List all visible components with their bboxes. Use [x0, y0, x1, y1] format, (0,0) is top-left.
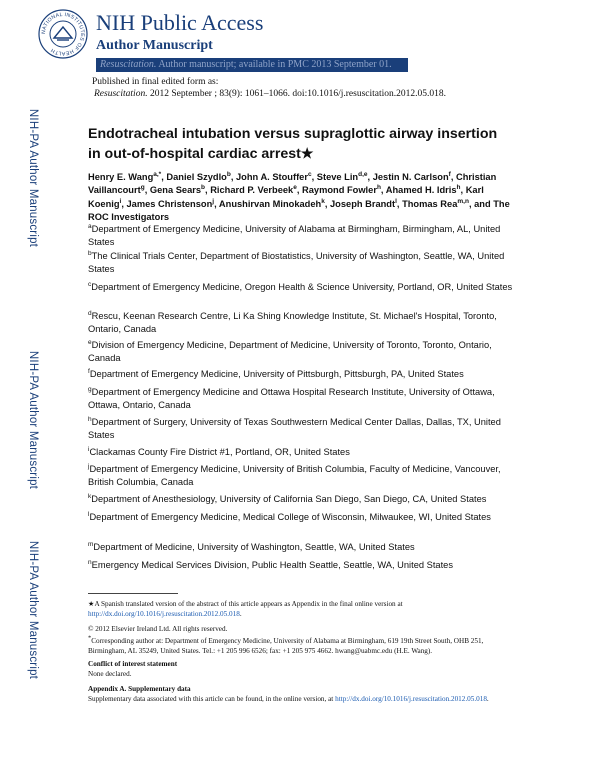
- author-name: Henry E. Wang: [88, 172, 154, 182]
- affiliation-mark: d: [88, 309, 92, 317]
- affiliation-text: Rescu, Keenan Research Centre, Li Ka Shing Knowledge Institute, St. Michael's Hospital, Toronto, Ontario, Canada: [88, 311, 497, 335]
- affiliation: [88, 416, 516, 443]
- author-affiliation-mark: i: [119, 197, 122, 205]
- sidebar-label-bottom: NIH-PA Author Manuscript: [27, 540, 39, 680]
- author-name: Ahamed H. Idris: [385, 185, 457, 196]
- title-star-icon: ★: [300, 146, 314, 162]
- affiliation: [88, 223, 516, 250]
- affiliation: [88, 559, 516, 572]
- appendix-doi-link[interactable]: http://dx.doi.org/10.1016/j.resuscitation.2012.05.018: [335, 695, 487, 703]
- affiliation-text: The Clinical Trials Center, Department of Biostatistics, University of Washington, Seattle, WA, United States: [88, 251, 505, 275]
- affiliation-mark: a: [88, 222, 92, 230]
- author-affiliation-mark: g: [140, 184, 145, 192]
- author-list: Henry E. Wang$^{a,*}$, Daniel Szydlo$^b$, John A. Stouffer$^c$, Steve Lin$^{d,e}$, Jestin N. Carlson$^f$, Christian Vaillancourt$^g$, Gena Sears$^b$, Richard P. Verbeek$^e$, Raymond Fowler$^h$, Ahamed H. Idris$^h$, Karl Koenig$^i$, James Christenson$^j$, Anushirvan Minokadeh$^k$, Joseph Brandt$^l$, Thomas Rea$^{m,n}$, and The ROC Investigators: [88, 170, 510, 222]
- affiliation-text: Department of Medicine, University of Washington, Seattle, WA, United States: [93, 542, 415, 552]
- author-name: Daniel Szydlo: [166, 172, 227, 182]
- author-name: Thomas Rea: [402, 198, 458, 209]
- availability-line: Resuscitation. Author manuscript; available in PMC 2013 September 01.: [100, 59, 392, 70]
- nih-public-access-title: NIH Public Access: [96, 10, 264, 35]
- affiliation: [88, 250, 516, 277]
- publication-info: Published in final edited form as: Resuscitation. 2012 September ; 83(9): 1061–1066. doi:10.1016/j.resuscitation.2012.05.018.: [92, 77, 447, 99]
- affiliation-mark: m: [88, 540, 94, 548]
- author-affiliation-mark: h: [456, 184, 461, 192]
- affiliation-text: Department of Surgery, University of Texas Southwestern Medical Center Dallas, Dallas, TX, United States: [88, 417, 501, 441]
- author-name: Anushirvan Minokadeh: [218, 198, 322, 209]
- author-affiliation-mark: l: [395, 197, 397, 205]
- affiliation-text: Department of Anesthesiology, University of California San Diego, San Diego, CA, United States: [91, 494, 487, 504]
- affiliation: [88, 368, 516, 381]
- author-affiliation-mark: c: [307, 170, 312, 178]
- affiliation-text: Department of Emergency Medicine, Oregon Health & Science University, Portland, OR, United States: [91, 282, 513, 292]
- affiliation-text: Department of Emergency Medicine, Medical College of Wisconsin, Milwaukee, WI, United States: [89, 512, 491, 522]
- corresponding-author-footnote: *Corresponding author at: Department of Emergency Medicine, University of Alabama at Birmingham, 619 19th Street South, OHB 251, Birmingham, AL 35249, United States. Tel.: +1 205 996 6526; fax: +1 205 975 4662. hwang@uabmc.edu (H.E. Wang).: [88, 634, 484, 655]
- affiliation-text: Department of Emergency Medicine, University of British Columbia, Faculty of Medicine, Vancouver, British Columbia, Canada: [88, 464, 501, 488]
- author-manuscript-label: Author Manuscript: [96, 38, 213, 53]
- affiliation: [88, 541, 516, 554]
- author-name: Gena Sears: [149, 185, 202, 196]
- conflict-text: None declared.: [88, 670, 132, 678]
- author-affiliation-mark: h: [376, 184, 381, 192]
- article-title: Endotracheal intubation versus supraglottic airway insertion in out-of-hospital cardiac arrest★: [88, 126, 498, 162]
- affiliation-mark: n: [88, 558, 92, 566]
- affiliation-text: Clackamas County Fire District #1, Portland, OR, United States: [89, 447, 350, 457]
- affiliation-text: Department of Emergency Medicine, University of Pittsburgh, Pittsburgh, PA, United States: [89, 369, 464, 379]
- footnote-divider: [88, 593, 178, 594]
- author-affiliation-mark: a,*: [153, 170, 162, 178]
- author-name: Jestin N. Carlson: [372, 172, 449, 182]
- sidebar-label-middle: NIH-PA Author Manuscript: [27, 350, 39, 490]
- author-affiliation-mark: k: [321, 197, 325, 205]
- affiliation: [88, 339, 516, 366]
- affiliation: [88, 463, 516, 490]
- doi-link[interactable]: http://dx.doi.org/10.1016/j.resuscitation.2012.05.018: [88, 609, 240, 618]
- affiliation-mark: l: [88, 510, 90, 518]
- affiliation-text: Department of Emergency Medicine and Ottawa Hospital Research Institute, University of Ottawa, Ottawa, Ontario, Canada: [88, 387, 495, 411]
- affiliation-mark: i: [88, 445, 90, 453]
- affiliation-text: Emergency Medical Services Division, Public Health Seattle, Seattle, WA, United States: [91, 560, 453, 570]
- affiliation-mark: k: [88, 492, 92, 500]
- author-affiliation-mark: d,e: [358, 170, 368, 178]
- appendix-heading: Appendix A. Supplementary data: [88, 685, 191, 693]
- copyright-line: © 2012 Elsevier Ireland Ltd. All rights reserved.: [88, 625, 228, 633]
- affiliation: [88, 310, 516, 337]
- author-name: Richard P. Verbeek: [210, 185, 294, 196]
- affiliation: [88, 386, 516, 413]
- affiliation: [88, 511, 516, 524]
- author-affiliation-mark: b: [226, 170, 231, 178]
- affiliation-mark: f: [88, 367, 90, 375]
- affiliation-mark: e: [88, 338, 92, 346]
- author-name: James Christenson: [126, 198, 213, 209]
- author-list-tail: , and The ROC Investigators: [88, 198, 510, 222]
- author-name: Christian Vaillancourt: [88, 172, 497, 196]
- appendix-text: Supplementary data associated with this article can be found, in the online version, at http://dx.doi.org/10.1016/j.resuscitation.2012.05.018.: [88, 695, 489, 703]
- author-name: Raymond Fowler: [302, 185, 377, 196]
- author-name: Karl Koenig: [88, 185, 484, 209]
- author-affiliation-mark: j: [212, 197, 215, 205]
- affiliation: [88, 281, 516, 294]
- conflict-heading: Conflict of interest statement: [88, 660, 178, 668]
- author-affiliation-mark: f: [448, 170, 451, 178]
- affiliation-mark: c: [88, 280, 92, 288]
- svg-text:NATIONAL INSTITUTES OF HEALTH: NATIONAL INSTITUTES OF HEALTH: [40, 11, 86, 57]
- author-affiliation-mark: e: [293, 184, 297, 192]
- author-name: Joseph Brandt: [330, 198, 396, 209]
- affiliation-mark: g: [88, 385, 92, 393]
- sidebar-label-top: NIH-PA Author Manuscript: [27, 108, 39, 248]
- author-affiliation-mark: b: [201, 184, 206, 192]
- author-name: John A. Stouffer: [236, 172, 308, 182]
- affiliation-mark: b: [88, 249, 92, 257]
- author-name: Steve Lin: [316, 172, 359, 182]
- author-affiliation-mark: m,n: [457, 197, 469, 205]
- affiliation: [88, 493, 516, 506]
- translation-footnote: ★A Spanish translated version of the abstract of this article appears as Appendix in the final online version at http://dx.doi.org/10.1016/j.resuscitation.2012.05.018.: [88, 600, 403, 618]
- affiliation-text: Department of Emergency Medicine, University of Alabama at Birmingham, Birmingham, AL, United States: [88, 224, 501, 248]
- affiliation-text: Division of Emergency Medicine, Department of Medicine, University of Toronto, Toronto, Ontario, Canada: [88, 340, 492, 364]
- affiliation-mark: h: [88, 415, 92, 423]
- affiliation-mark: j: [88, 462, 90, 470]
- affiliation: [88, 446, 516, 459]
- nih-logo-icon: [37, 8, 89, 60]
